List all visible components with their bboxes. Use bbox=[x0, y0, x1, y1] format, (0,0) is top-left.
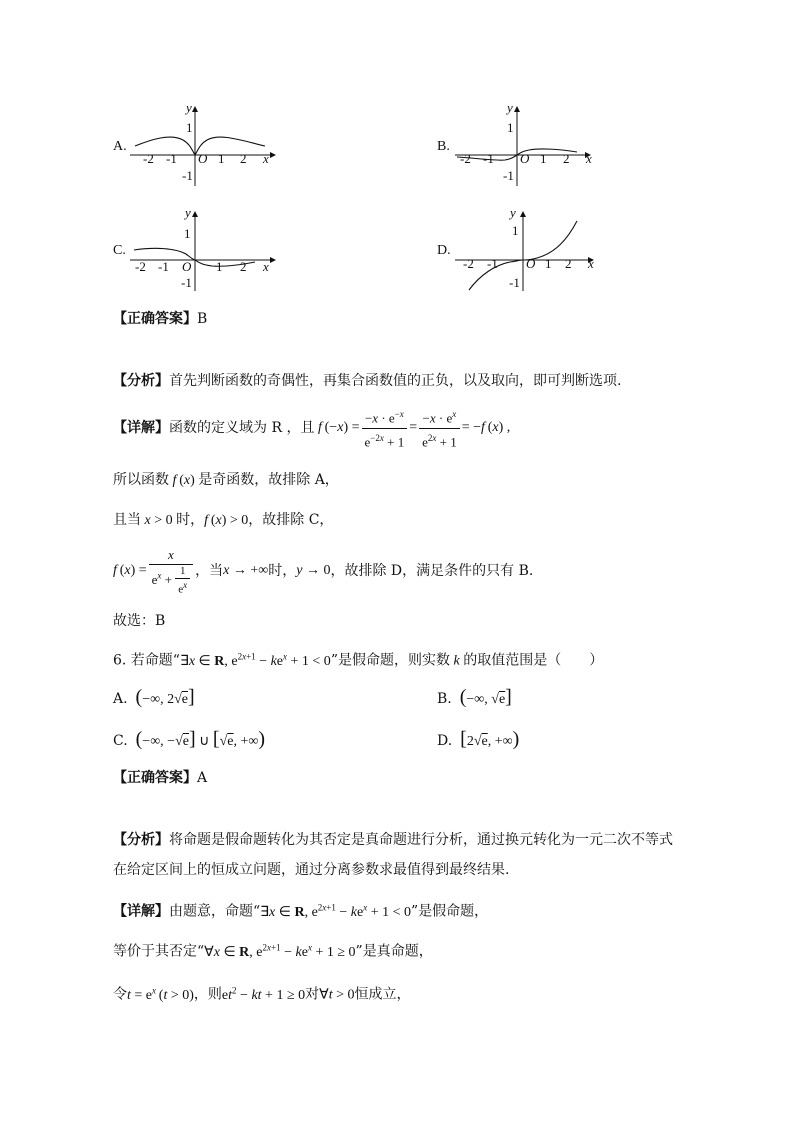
q6-analysis-1: 将命题是假命题转化为其否定是真命题进行分析，通过换元转化为一元二次不等式 bbox=[169, 832, 673, 848]
graph-d-xm1: -1 bbox=[487, 256, 498, 271]
graph-d-origin: O bbox=[526, 256, 536, 271]
graph-c-y1: 1 bbox=[184, 226, 191, 241]
graph-d-x2: 2 bbox=[565, 256, 572, 271]
q6-option-d bbox=[437, 729, 519, 752]
q6-option-b bbox=[437, 687, 512, 710]
q6-detail-2a: 等价于其否定“ bbox=[113, 943, 205, 960]
q5-detail-line-1: 【详解】 函数的定义域为 R ，且 f (−x) = $\frac{-x \cdot e^{-x}}{e^{-2x} + 1}$ = $\frac{-x \cdot e^x}{e^{2x} + 1}$ = −f (x) , bbox=[113, 408, 510, 448]
graph-a-x-label: x bbox=[263, 151, 269, 166]
q6-option-d-label: D. bbox=[437, 733, 453, 749]
q6-detail-line-3: 令$t = e^x$ (t > 0)，则$et^2$ − kt + 1 ≥ 0对∀t > 0恒成立， bbox=[113, 985, 411, 1003]
option-c-label: C. bbox=[113, 243, 126, 258]
graph-b-origin: O bbox=[520, 151, 530, 166]
q6-detail-tag: 【详解】 bbox=[113, 903, 169, 920]
graph-d-y1: 1 bbox=[512, 223, 519, 238]
q6-option-a-value: (−∞, 2√e] bbox=[135, 686, 195, 708]
q6-stem-1: 6. 若命题“ bbox=[113, 652, 180, 669]
graph-c-ym1: -1 bbox=[181, 275, 192, 290]
q5-detail-1: 函数的定义域为 R ，且 bbox=[169, 420, 315, 436]
q6-stem-2: ”是假命题，则实数 bbox=[330, 652, 450, 669]
q6-stem-formula: ∃x ∈ R, $e^{2x+1} - ke^x + 1 < 0$ bbox=[179, 651, 331, 669]
q6-detail-1b: ”是假命题， bbox=[411, 903, 489, 920]
q6-option-c bbox=[113, 729, 265, 752]
graph-b-x2: 2 bbox=[563, 151, 570, 166]
graph-a-y1: 1 bbox=[186, 120, 193, 135]
q6-stem: 6. 若命题“∃x ∈ R, $e^{2x+1} - ke^x + 1 < 0$”是假命题，则实数 k 的取值范围是（ ） bbox=[113, 651, 604, 669]
q6-option-a-label: A. bbox=[113, 691, 128, 707]
q6-detail-3d: 恒成立， bbox=[354, 986, 411, 1003]
graph-b-x1: 1 bbox=[540, 151, 547, 166]
graph-c-y-label: y bbox=[185, 205, 191, 220]
graph-b-y-label: y bbox=[507, 100, 513, 115]
q5-answer-line bbox=[113, 309, 207, 329]
q6-detail-1a: 由题意，命题“ bbox=[169, 903, 261, 920]
graph-b-xm2: -2 bbox=[460, 151, 471, 166]
graph-a-x1: 1 bbox=[218, 151, 225, 166]
q6-detail-line-1: 【详解】由题意，命题“∃x ∈ R, $e^{2x+1} - ke^x + 1 < 0$”是假命题， bbox=[113, 902, 489, 920]
q6-analysis-tag: 【分析】 bbox=[113, 832, 169, 848]
q6-detail-3b: ，则 bbox=[193, 986, 222, 1003]
option-b-label: B. bbox=[437, 139, 450, 154]
q6-answer: A bbox=[197, 770, 208, 786]
q6-detail-line-2: 等价于其否定“∀x ∈ R, $e^{2x+1} - ke^x + 1 \ge 0$”是真命题， bbox=[113, 942, 433, 960]
q5-detail-2: 所以函数 bbox=[113, 472, 169, 488]
q5-detail-line-4: f (x) = x $e^x$ + $\frac{1}{e^x}$ ，当 x → +∞ 时， y → 0 ，故排除 D，满足条件的只有 B. bbox=[113, 546, 534, 596]
graph-d-x1: 1 bbox=[545, 256, 552, 271]
graph-a-ym1: -1 bbox=[182, 168, 193, 183]
graph-c-x2: 2 bbox=[240, 259, 247, 274]
graph-a-y-label: y bbox=[186, 100, 192, 115]
option-a-label: A. bbox=[113, 139, 127, 154]
q5-detail-4d: ，故排除 D，满足条件的只有 B. bbox=[330, 563, 534, 579]
q6-option-c-label: C. bbox=[113, 733, 128, 749]
q5-detail-2b: 是奇函数，故排除 A， bbox=[198, 472, 339, 488]
q5-answer: B bbox=[197, 311, 208, 327]
graph-d-y-label: y bbox=[510, 205, 516, 220]
q5-answer-tag: 【正确答案】 bbox=[113, 311, 197, 327]
graph-a-xm1: -1 bbox=[166, 151, 177, 166]
q5-detail-4c: 时， bbox=[268, 563, 297, 579]
q5-detail-3b: 时， bbox=[176, 512, 205, 528]
q5-choose-line bbox=[113, 611, 165, 631]
q5-detail-4b: ，当 bbox=[195, 563, 224, 579]
graph-a-origin: O bbox=[198, 151, 208, 166]
graph-a-x2: 2 bbox=[240, 151, 247, 166]
q5-detail-tag: 【详解】 bbox=[113, 420, 169, 436]
q6-detail-3c: 对 bbox=[305, 986, 320, 1003]
q5-detail-3: 且当 bbox=[113, 512, 141, 528]
q5-formula-1: f (−x) = bbox=[317, 420, 360, 435]
graph-c-x-label: x bbox=[263, 259, 269, 274]
q6-option-b-value: (−∞, √e] bbox=[459, 686, 512, 708]
graph-d-xm2: -2 bbox=[463, 256, 474, 271]
graph-b bbox=[455, 100, 615, 186]
graph-b-xm1: -1 bbox=[483, 151, 494, 166]
graph-b-x-label: x bbox=[586, 151, 592, 166]
graph-c-xm1: -1 bbox=[158, 259, 169, 274]
q6-answer-tag: 【正确答案】 bbox=[113, 770, 197, 786]
q6-option-a bbox=[113, 687, 195, 710]
q6-detail-3a: 令 bbox=[113, 986, 127, 1003]
q5-choose: 故选：B bbox=[113, 613, 166, 629]
q6-option-c-value: (−∞, −√e] ∪ [√e, +∞) bbox=[135, 728, 266, 750]
q5-analysis-line bbox=[113, 371, 621, 391]
graph-d bbox=[455, 205, 615, 295]
graph-c-x1: 1 bbox=[216, 259, 223, 274]
graph-c bbox=[130, 205, 290, 291]
option-d-label: D. bbox=[437, 243, 451, 258]
q5-frac-1: $\frac{-x \cdot e^{-x}}{e^{-2x} + 1}$ bbox=[362, 405, 408, 451]
graph-b-y1: 1 bbox=[507, 120, 514, 135]
graph-b-ym1: -1 bbox=[503, 168, 514, 183]
q6-stem-3: 的取值范围是（ ） bbox=[463, 652, 604, 669]
q5-detail-3c: ，故排除 C， bbox=[248, 512, 334, 528]
graph-a-xm2: -2 bbox=[143, 151, 154, 166]
graph-a bbox=[130, 100, 290, 186]
graph-d-x-label: x bbox=[588, 256, 594, 271]
q6-analysis-line-2 bbox=[113, 860, 509, 880]
graph-c-xm2: -2 bbox=[135, 259, 146, 274]
q5-detail-line-2: 所以函数 f (x) 是奇函数，故排除 A， bbox=[113, 472, 339, 488]
q5-frac-2: $\frac{-x \cdot e^x}{e^{2x} + 1}$ bbox=[419, 405, 460, 451]
q6-analysis-2: 在给定区间上的恒成立问题，通过分离参数求最值得到最终结果. bbox=[113, 862, 510, 878]
q5-formula-2: = −f (x) , bbox=[461, 420, 511, 435]
q5-analysis: 首先判断函数的奇偶性，再集合函数值的正负，以及取向，即可判断选项. bbox=[169, 373, 622, 389]
q6-option-d-value: [2√e, +∞) bbox=[460, 728, 520, 750]
q6-option-b-label: B. bbox=[437, 691, 452, 707]
q5-analysis-tag: 【分析】 bbox=[113, 373, 169, 389]
q5-detail-line-3: 且当 x > 0 时，f (x) > 0，故排除 C， bbox=[113, 512, 334, 528]
q5-frac-3: x $e^x$ + $\frac{1}{e^x}$ bbox=[149, 546, 194, 597]
q6-analysis-line-1 bbox=[113, 830, 673, 850]
q6-detail-2b: ”是真命题， bbox=[355, 943, 433, 960]
graph-c-origin: O bbox=[182, 259, 192, 274]
graph-d-ym1: -1 bbox=[509, 275, 520, 290]
q6-answer-line bbox=[113, 768, 207, 788]
